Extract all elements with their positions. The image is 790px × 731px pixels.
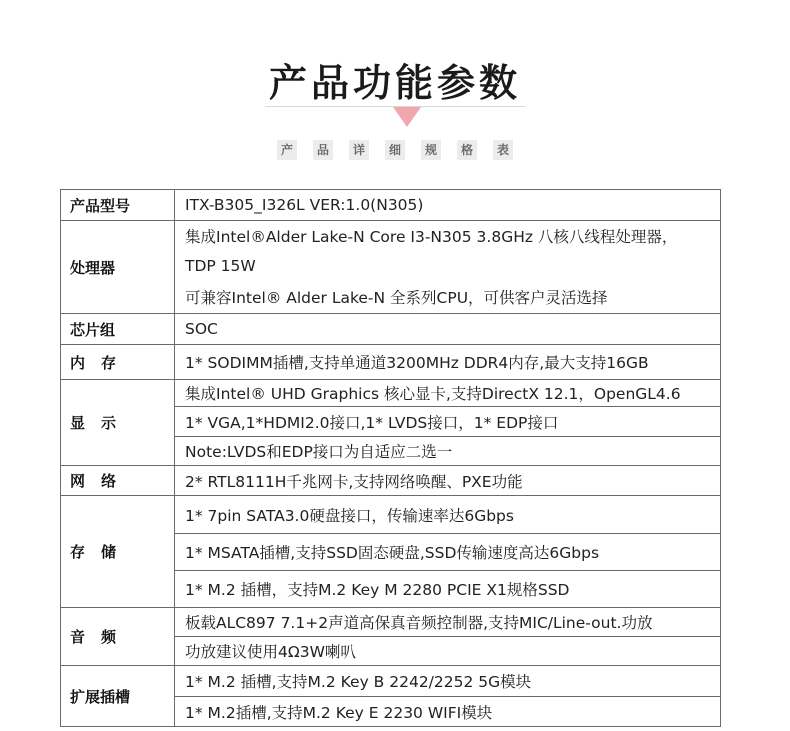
page-title: 产品功能参数 — [268, 61, 521, 105]
subtitle-chip: 产 — [277, 140, 297, 160]
spec-values — [175, 608, 720, 665]
spec-value: 功放建议使用4Ω3W喇叭 — [175, 636, 720, 665]
subtitle-chip: 格 — [457, 140, 477, 160]
spec-value: 1* SODIMM插槽,支持单通道3200MHz DDR4内存,最大支持16GB — [185, 354, 649, 372]
spec-value: Note:LVDS和EDP接口为自适应二选一 — [175, 436, 720, 465]
spec-label: 音频 — [61, 608, 175, 665]
spec-values — [175, 466, 720, 495]
spec-value: 1* M.2插槽,支持M.2 Key E 2230 WIFI模块 — [175, 696, 720, 726]
table-row — [61, 466, 721, 496]
table-row — [61, 608, 721, 666]
spec-label: 处理器 — [61, 221, 175, 313]
spec-label: 芯片组 — [61, 314, 175, 344]
spec-values — [175, 190, 720, 220]
spec-values — [175, 380, 720, 465]
spec-value: SOC — [185, 320, 218, 338]
table-row — [61, 345, 721, 380]
table-row — [61, 221, 721, 314]
subtitle-chip: 规 — [421, 140, 441, 160]
spec-values — [175, 314, 720, 344]
spec-value: 1* M.2 插槽,支持M.2 Key B 2242/2252 5G模块 — [185, 673, 532, 691]
subtitle-chips — [0, 140, 790, 160]
spec-label: 存储 — [61, 496, 175, 607]
subtitle-chip: 细 — [385, 140, 405, 160]
spec-values — [175, 666, 720, 726]
spec-value: 1* MSATA插槽,支持SSD固态硬盘,SSD传输速度高达6Gbps — [175, 533, 720, 570]
spec-values — [175, 345, 720, 379]
spec-value: ITX-B305_I326L VER:1.0(N305) — [185, 196, 424, 214]
arrow-down-icon — [393, 107, 421, 127]
spec-value: 1* 7pin SATA3.0硬盘接口，传输速率达6Gbps — [185, 506, 514, 525]
spec-value: 2* RTL8111H千兆网卡,支持网络唤醒、PXE功能 — [185, 472, 523, 491]
table-row — [61, 380, 721, 466]
table-row — [61, 314, 721, 345]
subtitle-chip: 表 — [493, 140, 513, 160]
spec-label: 产品型号 — [61, 190, 175, 220]
spec-value: 1* VGA,1*HDMI2.0接口,1* LVDS接口，1* EDP接口 — [175, 406, 720, 436]
spec-label: 显示 — [61, 380, 175, 465]
spec-value: 可兼容Intel® Alder Lake-N 全系列CPU，可供客户灵活选择 — [185, 289, 608, 307]
spec-values — [175, 221, 720, 313]
subtitle-chip: 详 — [349, 140, 369, 160]
spec-label: 内存 — [61, 345, 175, 379]
spec-value: 板载ALC897 7.1+2声道高保真音频控制器,支持MIC/Line-out.功放 — [185, 614, 653, 632]
spec-value: 集成Intel® UHD Graphics 核心显卡,支持DirectX 12.1，OpenGL4.6 — [185, 385, 681, 403]
spec-value: 1* M.2 插槽，支持M.2 Key M 2280 PCIE X1规格SSD — [175, 570, 720, 607]
spec-value: 集成Intel®Alder Lake-N Core I3-N305 3.8GHz 八核八线程处理器， — [185, 228, 678, 246]
subtitle-chip: 品 — [313, 140, 333, 160]
spec-table — [60, 189, 721, 727]
table-row — [61, 496, 721, 608]
spec-label: 扩展插槽 — [61, 666, 175, 726]
table-row — [61, 666, 721, 727]
spec-value: TDP 15W — [185, 257, 256, 275]
spec-values — [175, 496, 720, 607]
spec-label: 网络 — [61, 466, 175, 495]
table-row — [61, 190, 721, 221]
